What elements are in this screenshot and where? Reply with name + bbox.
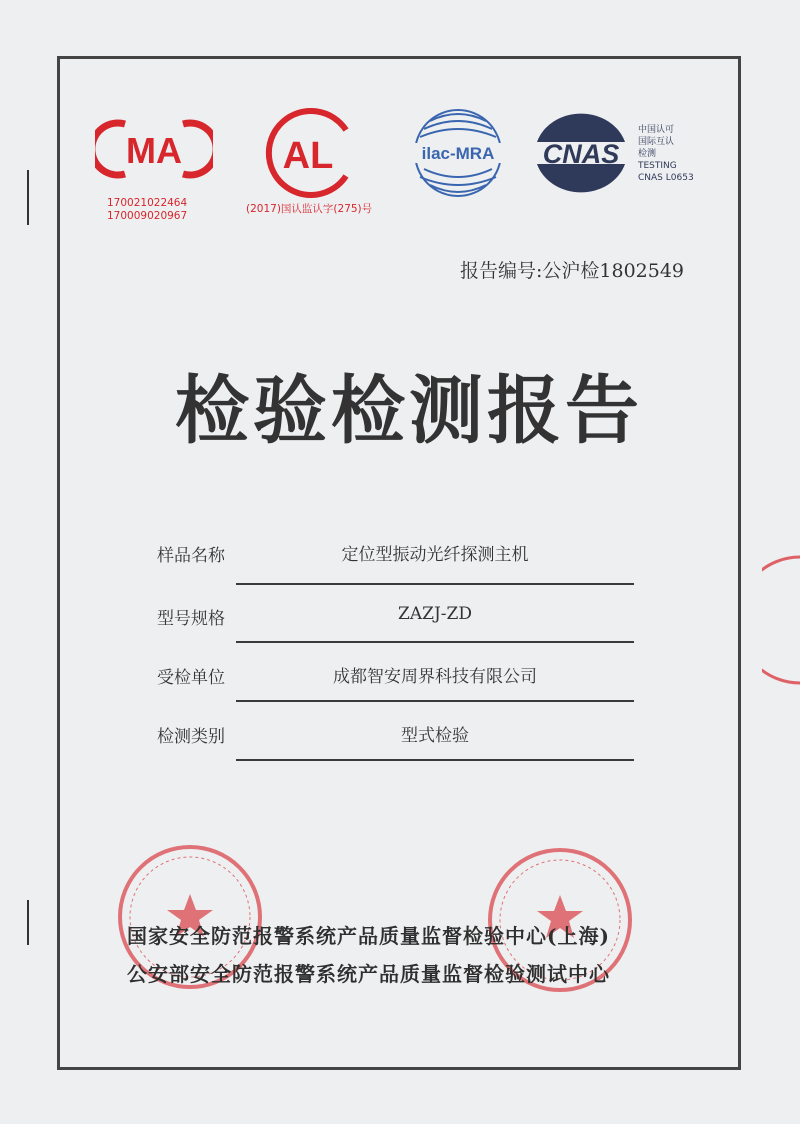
cnas-side-text <box>638 124 694 184</box>
field-underline <box>236 583 634 585</box>
field-label-sample-name: 样品名称 <box>157 546 225 566</box>
partial-seal-edge-icon <box>762 555 800 685</box>
page-title: 检验检测报告 <box>175 368 643 454</box>
issuer-line-2: 公安部安全防范报警系统产品质量监督检验测试中心 <box>127 962 610 986</box>
field-value-model: ZAZJ-ZD <box>398 604 472 624</box>
binding-mark-top <box>27 170 29 225</box>
cma-logo-text: MA <box>126 130 182 171</box>
cal-logo-icon <box>258 108 360 198</box>
cnas-logo-text: CNAS <box>542 139 620 169</box>
cnas-side-line: 国际互认 <box>638 137 675 147</box>
report-number: 报告编号:公沪检1802549 <box>460 260 685 282</box>
cnas-side-line: 检测 <box>638 149 657 159</box>
cal-logo-text: AL <box>282 135 334 177</box>
cnas-logo-icon <box>527 112 635 194</box>
field-label-test-type: 检测类别 <box>157 727 225 747</box>
field-value-client: 成都智安周界科技有限公司 <box>333 667 537 687</box>
ilac-mra-logo-text: ilac-MRA <box>421 144 495 163</box>
field-underline <box>236 700 634 702</box>
field-value-sample-name: 定位型振动光纤探测主机 <box>341 545 529 565</box>
field-label-client: 受检单位 <box>157 668 225 688</box>
cnas-side-line: CNAS L0653 <box>638 173 694 183</box>
field-underline <box>236 641 634 643</box>
cnas-side-line: 中国认可 <box>638 125 675 135</box>
issuer-line-1: 国家安全防范报警系统产品质量监督检验中心(上海) <box>127 924 610 948</box>
cnas-side-line: TESTING <box>638 161 677 171</box>
field-label-model: 型号规格 <box>157 609 225 629</box>
field-underline <box>236 759 634 761</box>
cal-caption: (2017)国认监认字(275)号 <box>246 203 373 215</box>
field-value-test-type: 型式检验 <box>401 726 469 746</box>
cma-number-2: 170009020967 <box>107 210 188 222</box>
cma-number-1: 170021022464 <box>107 197 188 209</box>
cma-logo-icon <box>95 118 213 180</box>
ilac-mra-logo-icon <box>404 107 512 199</box>
binding-mark-bottom <box>27 900 29 945</box>
